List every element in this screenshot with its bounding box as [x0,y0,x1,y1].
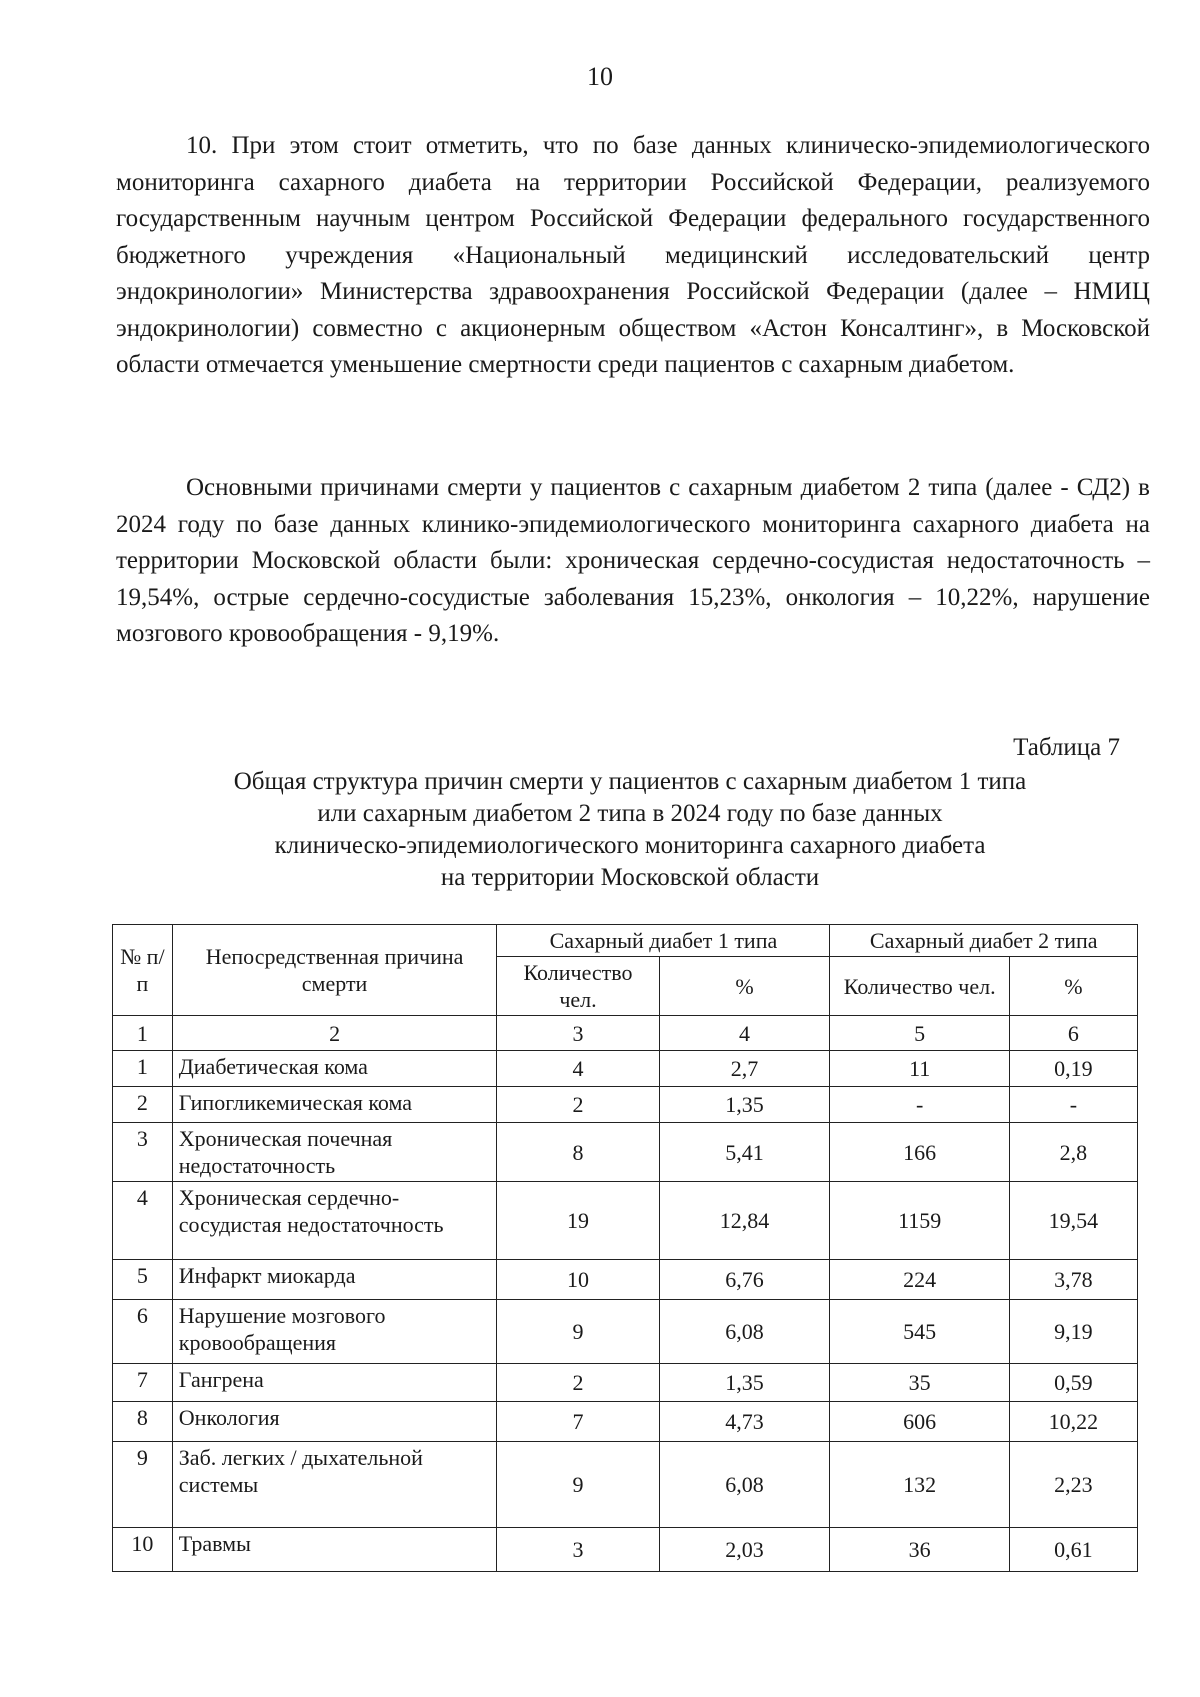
table-row [113,1260,1138,1300]
table-row [113,1442,1138,1528]
type2-count: - [830,1087,1009,1123]
table-title-line: или сахарным диабетом 2 типа в 2024 году по базе данных [317,800,943,827]
cause-name: Инфаркт миокарда [172,1260,497,1300]
table-row [113,1051,1138,1087]
type2-count: 1159 [830,1182,1009,1260]
type1-count: 10 [497,1260,659,1300]
cause-name: Гангрена [172,1364,497,1402]
table-row [113,1528,1138,1572]
type2-count: 35 [830,1364,1009,1402]
row-number: 8 [113,1402,173,1442]
column-index: 5 [830,1016,1009,1051]
table-title [130,766,1130,894]
table-row [113,1087,1138,1123]
type1-count: 19 [497,1182,659,1260]
type2-count: 224 [830,1260,1009,1300]
type1-percent: 2,7 [659,1051,830,1087]
type2-count: 545 [830,1300,1009,1364]
type1-percent: 6,08 [659,1300,830,1364]
table-row [113,1402,1138,1442]
type1-percent: 4,73 [659,1402,830,1442]
type2-count: 166 [830,1123,1009,1182]
type2-percent: 19,54 [1009,1182,1137,1260]
cause-name: Травмы [172,1528,497,1572]
type2-percent: 0,59 [1009,1364,1137,1402]
type2-percent: - [1009,1087,1137,1123]
type1-count: 4 [497,1051,659,1087]
type2-percent: 0,61 [1009,1528,1137,1572]
type1-count: 9 [497,1442,659,1528]
type1-percent: 1,35 [659,1087,830,1123]
type1-percent: 6,76 [659,1260,830,1300]
type1-count: 9 [497,1300,659,1364]
type1-count: 7 [497,1402,659,1442]
cause-name: Заб. легких / дыхательной системы [172,1442,497,1528]
cause-name: Гипогликемическая кома [172,1087,497,1123]
row-number: 4 [113,1182,173,1260]
death-causes-table [112,924,1138,1572]
row-number: 1 [113,1051,173,1087]
type2-count: 11 [830,1051,1009,1087]
type1-percent: 5,41 [659,1123,830,1182]
type2-percent: 10,22 [1009,1402,1137,1442]
row-number: 2 [113,1087,173,1123]
type2-percent: 0,19 [1009,1051,1137,1087]
cause-name: Онкология [172,1402,497,1442]
column-index: 6 [1009,1016,1137,1051]
table-row [113,1123,1138,1182]
type2-count: 606 [830,1402,1009,1442]
cause-name: Диабетическая кома [172,1051,497,1087]
row-number: 5 [113,1260,173,1300]
table-row [113,1300,1138,1364]
table-row [113,1182,1138,1260]
column-index: 2 [172,1016,497,1051]
column-index-row [113,1016,1138,1051]
type2-count: 132 [830,1442,1009,1528]
type1-percent: 12,84 [659,1182,830,1260]
page-number: 10 [587,62,613,91]
table-label: Таблица 7 [1013,734,1120,761]
type2-count: 36 [830,1528,1009,1572]
type2-percent: 9,19 [1009,1300,1137,1364]
row-number: 9 [113,1442,173,1528]
type2-percent: 3,78 [1009,1260,1137,1300]
paragraph-causes: Основными причинами смерти у пациентов с сахарным диабетом 2 типа (далее - СД2) в 2024 году по базе данных клинико-эпидемиологического мониторинга сахарного диабета на территории Московской области были: хроническая сердечно-сосудистая недостаточность – 19,54%, острые сердечно-сосудистые заболевания 15,23%, онкология – 10,22%, нарушение мозгового кровообращения - 9,19%. [116,474,1150,647]
type1-percent: 1,35 [659,1364,830,1402]
header-type1-percent: % [659,957,830,1016]
header-type2-percent: % [1009,957,1137,1016]
column-index: 3 [497,1016,659,1051]
type1-count: 2 [497,1087,659,1123]
header-cause: Непосредственная причина смерти [172,925,497,1016]
header-diabetes-type2: Сахарный диабет 2 типа [830,925,1138,957]
header-diabetes-type1: Сахарный диабет 1 типа [497,925,830,957]
paragraph-10: 10. При этом стоит отметить, что по базе данных клиническо-эпидемиологического мониторинга сахарного диабета на территории Российской Федерации, реализуемого государственным научным центром Российской Федерации федерального государственного бюджетного учреждения «Национальный медицинский исследовательский центр эндокринологии» Министерства здравоохранения Российской Федерации (далее – НМИЦ эндокринологии) совместно с акционерным обществом «Астон Консалтинг», в Московской области отмечается уменьшение смертности среди пациентов с сахарным диабетом. [116,132,1150,378]
type1-count: 2 [497,1364,659,1402]
type2-percent: 2,8 [1009,1123,1137,1182]
type1-count: 3 [497,1528,659,1572]
table-title-line: клиническо-эпидемиологического мониторинга сахарного диабета [274,832,986,859]
type1-count: 8 [497,1123,659,1182]
row-number: 7 [113,1364,173,1402]
row-number: 3 [113,1123,173,1182]
type1-percent: 6,08 [659,1442,830,1528]
row-number: 6 [113,1300,173,1364]
header-num: № п/п [113,925,173,1016]
cause-name: Хроническая сердечно-сосудистая недостаточность [172,1182,497,1260]
cause-name: Хроническая почечная недостаточность [172,1123,497,1182]
header-type1-count: Количество чел. [497,957,659,1016]
column-index: 1 [113,1016,173,1051]
table-title-line: на территории Московской области [440,864,820,891]
header-type2-count: Количество чел. [830,957,1009,1016]
type2-percent: 2,23 [1009,1442,1137,1528]
row-number: 10 [113,1528,173,1572]
table-title-line: Общая структура причин смерти у пациентов с сахарным диабетом 1 типа [233,768,1027,795]
column-index: 4 [659,1016,830,1051]
cause-name: Нарушение мозгового кровообращения [172,1300,497,1364]
table-row [113,1364,1138,1402]
type1-percent: 2,03 [659,1528,830,1572]
